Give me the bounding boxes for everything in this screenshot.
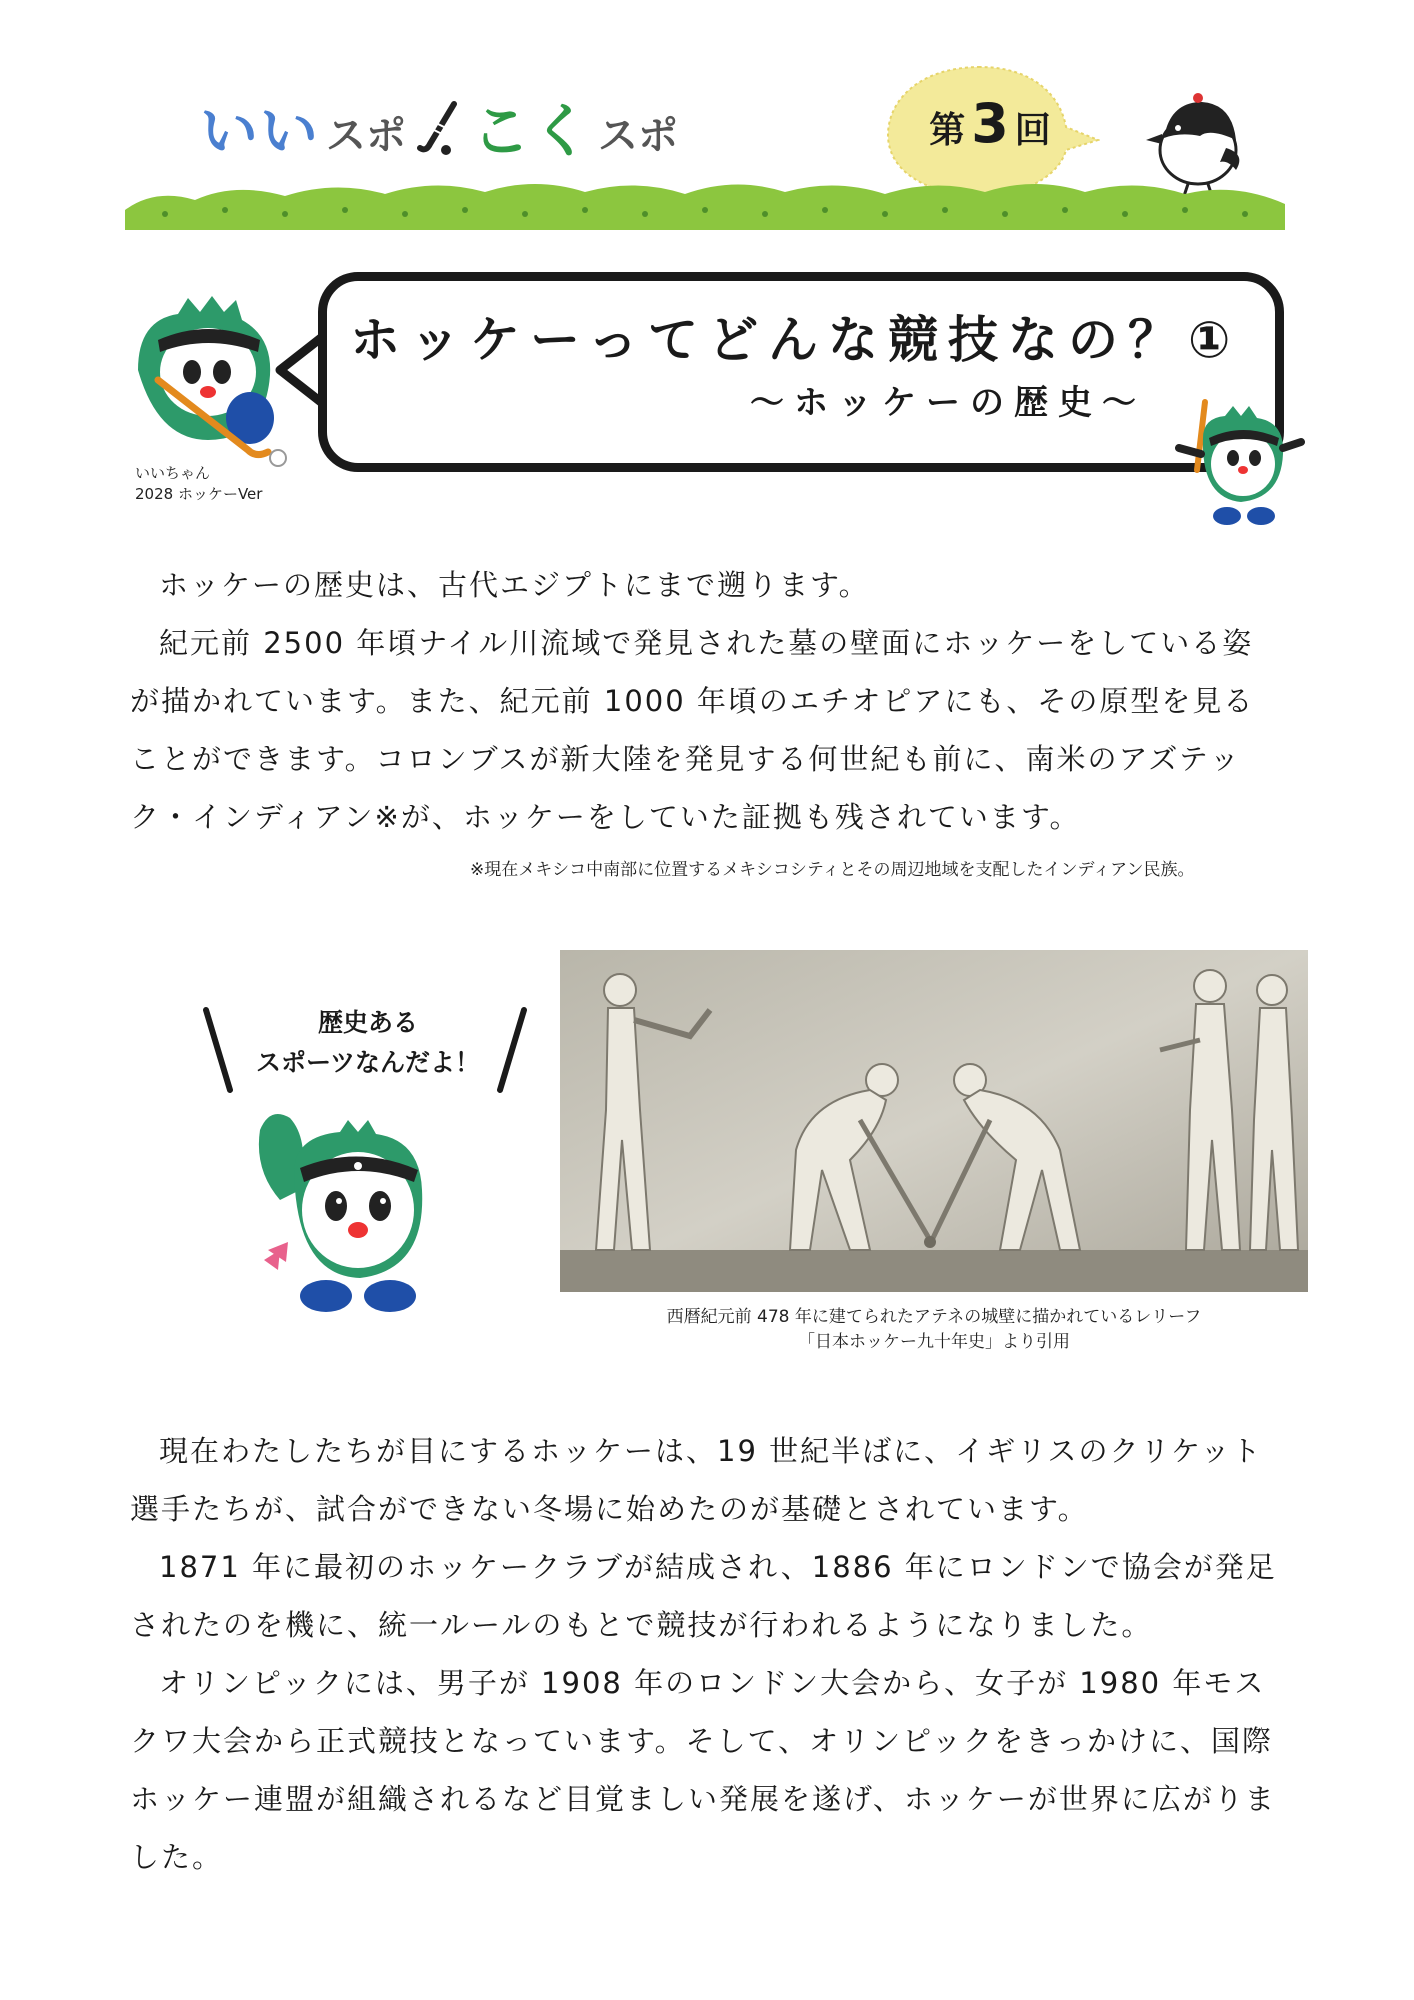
issue-number <box>900 92 1080 155</box>
issue-suffix: 回 <box>1014 110 1051 151</box>
mascot-player-icon <box>1175 398 1305 526</box>
image-caption-source: 「日本ホッケー九十年史」より引用 <box>798 1332 1070 1352</box>
paragraph: 現在わたしたちが目にするホッケーは、19 世紀半ばに、イギリスのクリケット選手たちが、試合ができない冬場に始めたのが基礎とされています。 <box>130 1434 1263 1526</box>
speech-line: 歴史ある <box>317 1008 418 1037</box>
footnote: ※現在メキシコ中南部に位置するメキシコシティとその周辺地域を支配したインディアン民族。 <box>470 860 1195 880</box>
image-caption-line: 西暦紀元前 478 年に建てられたアテネの城壁に描かれているレリーフ <box>666 1307 1202 1327</box>
mascot-hockey-icon <box>128 290 288 470</box>
paragraph: 紀元前 2500 年頃ナイル川流域で発見された墓の壁面にホッケーをしている姿が描かれています。また、紀元前 1000 年頃のエチオピアにも、その原型を見ることができます。コロンブスが新大陸を発見する何世紀も前に、南米のアズテック・インディアン※が、ホッケーをしていた証拠も残されています。 <box>130 626 1255 834</box>
logo-ii: いい <box>200 97 321 165</box>
hockey-stick-icon <box>416 100 462 160</box>
history-intro <box>130 556 1280 846</box>
series-logo <box>200 90 679 165</box>
page-subtitle: ～ホッケーの歴史～ <box>750 383 1146 423</box>
modern-history <box>130 1422 1280 1886</box>
image-caption <box>560 1305 1308 1355</box>
page-title: ホッケーってどんな競技なの？① <box>350 311 1241 369</box>
issue-prefix: 第 <box>929 110 966 151</box>
mascot-caption-name: いいちゃん <box>135 464 211 482</box>
logo-koku: こく <box>472 97 593 165</box>
relief-image <box>560 950 1308 1292</box>
mascot-caption <box>135 463 262 505</box>
speech-text <box>238 1003 498 1083</box>
paragraph: オリンピックには、男子が 1908 年のロンドン大会から、女子が 1980 年モスクワ大会から正式競技となっています。そして、オリンピックをきっかけに、国際ホッケー連盟が組織されるなど目覚ましい発展を遂げ、ホッケーが世界に広がりました。 <box>130 1666 1276 1874</box>
mascot-cheer-icon <box>250 1100 450 1315</box>
logo-supo-1: スポ <box>326 113 407 159</box>
speech-line: スポーツなんだよ！ <box>255 1048 480 1077</box>
mascot-caption-version: 2028 ホッケーVer <box>135 485 263 503</box>
hills-banner <box>125 170 1285 230</box>
logo-supo-2: スポ <box>598 113 679 159</box>
paragraph: 1871 年に最初のホッケークラブが結成され、1886 年にロンドンで協会が発足されたのを機に、統一ルールのもとで競技が行われるようになりました。 <box>130 1550 1277 1642</box>
paragraph: ホッケーの歴史は、古代エジプトにまで遡ります。 <box>159 568 870 602</box>
issue-digit: 3 <box>971 92 1009 155</box>
